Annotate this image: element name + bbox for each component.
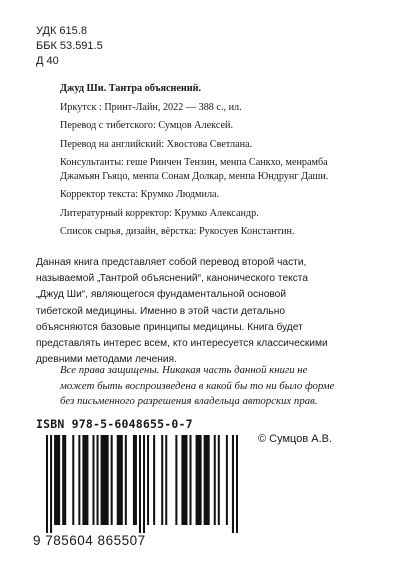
barcode-bar — [72, 435, 74, 525]
barcode-digits: 9 785604 865507 — [33, 533, 146, 548]
barcode-graphic — [36, 435, 242, 533]
barcode-bar — [143, 435, 145, 533]
rights-line: Все права защищены. Никакая часть данной книги не — [60, 364, 308, 376]
ean-barcode — [36, 435, 242, 533]
abstract-line: „Джуд Ши“, являющегося фундаментальной основой — [36, 289, 287, 301]
abstract-line: объясняются базовые принципы медицины. Книга будет — [36, 321, 303, 333]
author-sign: Д 40 — [36, 55, 59, 67]
consultants-line-1: Консультанты: геше Ринчен Тензин, менпа Санкхо, менрамба — [60, 157, 328, 168]
barcode-bar — [111, 435, 113, 525]
text-proofreader: Корректор текста: Крумко Людмила. — [60, 189, 220, 200]
rights-notice — [60, 363, 380, 410]
barcode-bar — [54, 435, 60, 525]
book-abstract — [36, 255, 368, 368]
consultants-line-2: Джамьян Гьяцо, менпа Сонам Долкар, менпа Юндрунг Даши. — [60, 170, 329, 182]
barcode-bar — [97, 435, 99, 525]
credits: Список сырья, дизайн, вёрстка: Рукосуев Константин. — [60, 226, 295, 237]
barcode-bar — [78, 435, 80, 525]
barcode-bar — [125, 435, 127, 525]
barcode-bar — [175, 435, 177, 525]
copyright-notice: © Сумцов А.В. — [258, 433, 333, 445]
abstract-line: тибетской медицины. Именно в этой части детально — [36, 305, 286, 317]
isbn: ISBN 978-5-6048655-0-7 — [36, 417, 193, 431]
barcode-bar — [62, 435, 66, 525]
rights-line: без письменного разрешения владельца авторских прав. — [60, 395, 318, 407]
udk-code: УДК 615.8 — [36, 25, 87, 37]
barcode-bar — [139, 435, 141, 533]
abstract-line: представлять интерес всем, кто интересуется классическими — [36, 338, 328, 350]
barcode-bar — [153, 435, 155, 525]
classification-codes — [36, 24, 103, 69]
barcode-bar — [82, 435, 88, 525]
imprint: Иркутск : Принт-Лайн, 2022 — 388 с., ил. — [60, 101, 242, 113]
barcode-bar — [232, 435, 234, 533]
barcode-bar — [147, 435, 149, 525]
barcode-bar — [161, 435, 163, 525]
barcode-bar — [92, 435, 94, 525]
abstract-line: Данная книга представляет собой перевод второй части, — [36, 257, 307, 268]
abstract-line: древними методами лечения. — [36, 354, 177, 366]
barcode-bar — [218, 435, 220, 525]
barcode-bar — [236, 435, 238, 533]
barcode-bar — [165, 435, 167, 525]
barcode-bar — [204, 435, 210, 525]
translation-english: Перевод на английский: Хвостова Светлана. — [60, 138, 253, 150]
barcode-bar — [46, 435, 48, 533]
literary-proofreader: Литературный корректор: Крумко Александр. — [60, 207, 259, 219]
barcode-bar — [117, 435, 123, 525]
bbk-code: ББК 53.591.5 — [36, 40, 103, 52]
barcode-bar — [196, 435, 202, 525]
abstract-line: называемой „Тантрой объяснений“, канонического текста — [36, 273, 309, 285]
barcode-bar — [101, 435, 109, 525]
book-title: Джуд Ши. Тантра объяснений. — [60, 83, 202, 94]
barcode-bar — [214, 435, 216, 525]
barcode-bar — [181, 435, 187, 525]
bibliographic-record — [60, 82, 380, 244]
translation-tibetan: Перевод с тибетского: Сумцов Алексей. — [60, 120, 234, 131]
barcode-bar — [133, 435, 137, 525]
barcode-bar — [50, 435, 52, 533]
barcode-bar — [189, 435, 191, 525]
rights-line: может быть воспроизведена в какой бы то ни было форме — [60, 379, 335, 392]
barcode-bar — [226, 435, 228, 525]
